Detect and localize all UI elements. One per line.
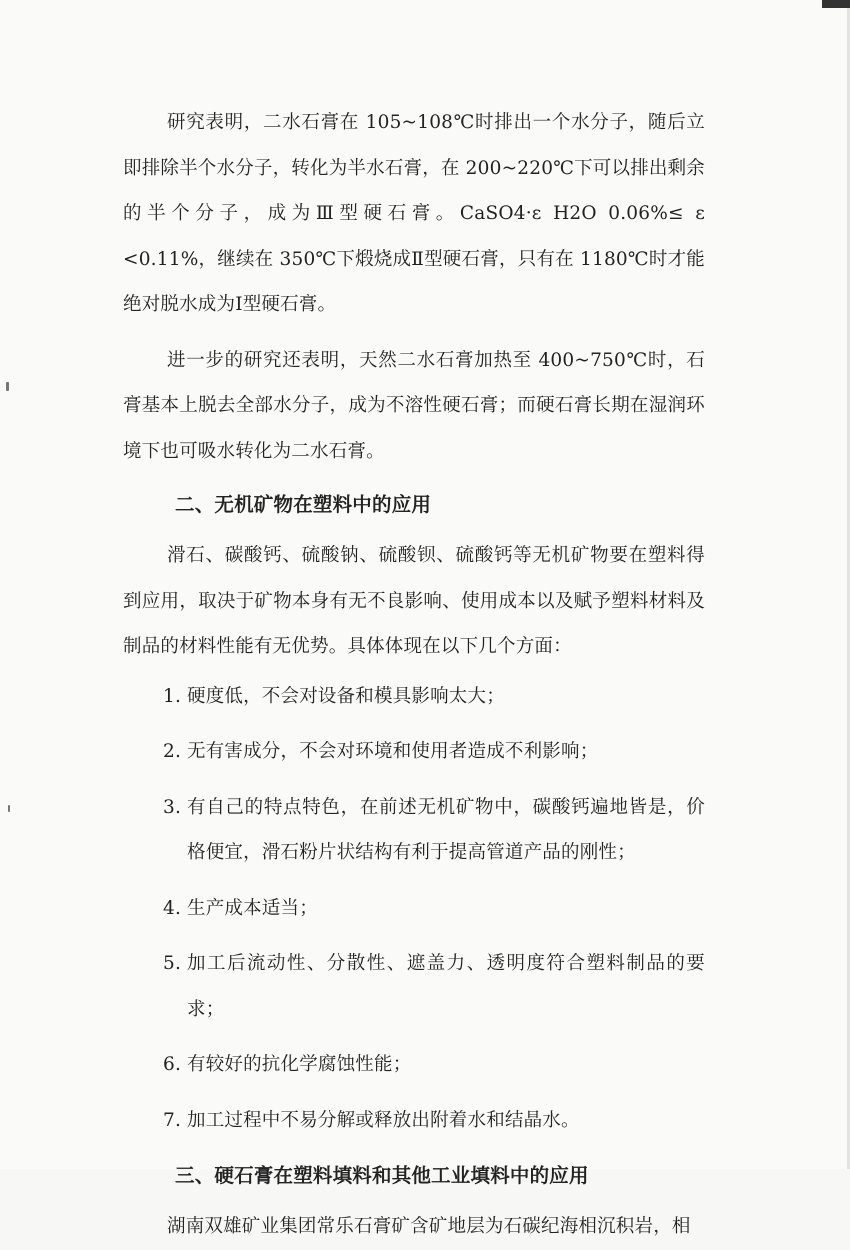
scan-speck xyxy=(8,805,10,812)
paragraph-dehydration-stages: 研究表明，二水石膏在 105~108℃时排出一个水分子，随后立即排除半个水分子，转化为半水石膏，在 200~220℃下可以排出剩余的半个分子，成为Ⅲ型硬石膏。CaSO4·ε H2O 0.06%≤ ε <0.11%，继续在 350℃下煅烧成Ⅱ型硬石膏，只有在 1180℃时才能绝对脱水成为Ⅰ型硬石膏。 xyxy=(123,112,706,315)
list-item: 3. 有自己的特点特色，在前述无机矿物中，碳酸钙遍地皆是，价格便宜，滑石粉片状结构有利于提高管道产品的刚性； xyxy=(163,796,705,863)
list-item: 7. 加工过程中不易分解或释放出附着水和结晶水。 xyxy=(163,1109,580,1131)
scan-corner-mark xyxy=(822,0,850,8)
document-body xyxy=(123,100,705,1250)
paragraph-anhydrite-conversion: 进一步的研究还表明，天然二水石膏加热至 400~750℃时，石膏基本上脱去全部水分子，成为不溶性硬石膏；而硬石膏长期在湿润环境下也可吸水转化为二水石膏。 xyxy=(123,349,705,462)
list-item: 4. 生产成本适当； xyxy=(163,897,318,919)
requirements-list xyxy=(123,674,705,1144)
list-item: 6. 有较好的抗化学腐蚀性能； xyxy=(163,1054,412,1075)
paragraph-mineral-requirements: 滑石、碳酸钙、硫酸钠、硫酸钡、硫酸钙等无机矿物要在塑料得到应用，取决于矿物本身有无不良影响、使用成本以及赋予塑料材料及制品的材料性能有无优势。具体体现在以下几个方面： xyxy=(123,545,705,657)
section-heading-minerals-in-plastics: 二、无机矿物在塑料中的应用 xyxy=(175,493,432,516)
list-item: 5. 加工后流动性、分散性、遮盖力、透明度符合塑料制品的要求； xyxy=(163,953,705,1020)
section-heading-anhydrite-fillers: 三、硬石膏在塑料填料和其他工业填料中的应用 xyxy=(175,1164,589,1187)
list-item: 1. 硬度低，不会对设备和模具影响太大； xyxy=(163,685,505,707)
list-item: 2. 无有害成分，不会对环境和使用者造成不利影响； xyxy=(163,741,599,762)
scan-speck xyxy=(6,382,9,391)
paragraph-changle-mine: 湖南双雄矿业集团常乐石膏矿含矿地层为石碳纪海相沉积岩，相 xyxy=(167,1216,691,1237)
